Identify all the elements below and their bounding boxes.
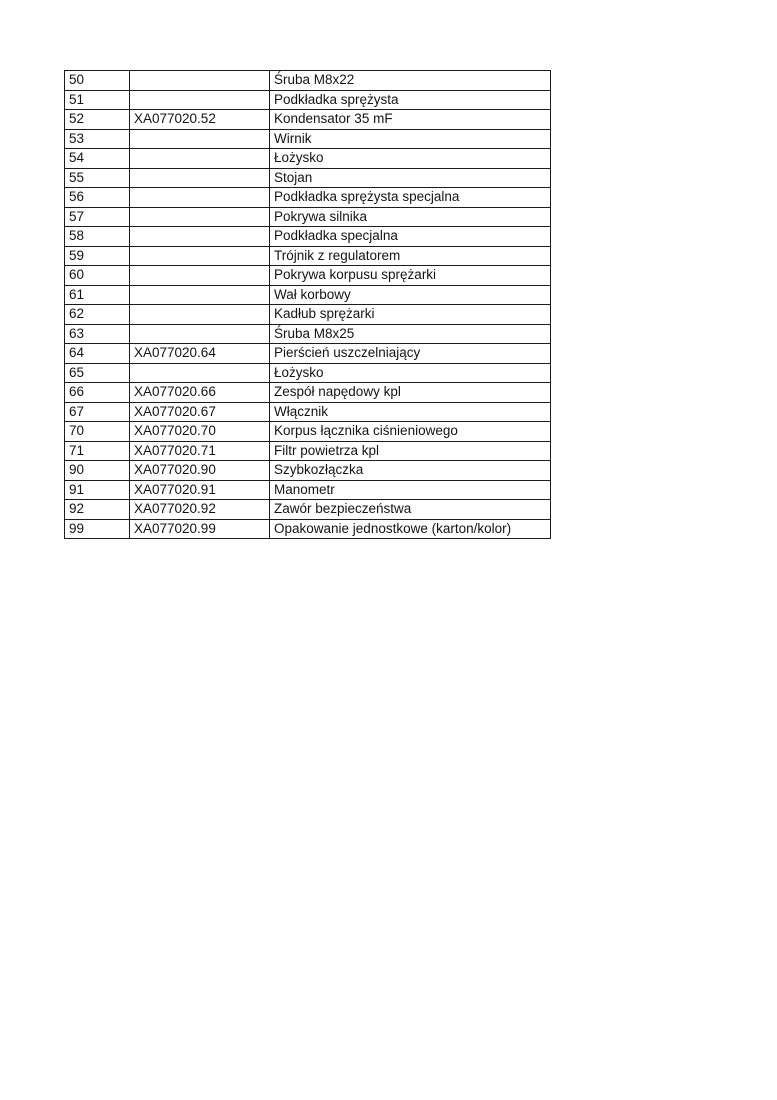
parts-table-body xyxy=(65,71,551,539)
part-code-cell xyxy=(130,305,270,325)
part-description-cell: Kadłub sprężarki xyxy=(270,305,551,325)
item-number-cell: 66 xyxy=(65,383,130,403)
part-code-cell xyxy=(130,266,270,286)
table-row xyxy=(65,480,551,500)
table-row xyxy=(65,344,551,364)
table-row xyxy=(65,461,551,481)
part-description-cell: Śruba M8x25 xyxy=(270,324,551,344)
item-number-cell: 54 xyxy=(65,149,130,169)
part-code-cell: XA077020.64 xyxy=(130,344,270,364)
part-code-cell: XA077020.90 xyxy=(130,461,270,481)
part-description-cell: Stojan xyxy=(270,168,551,188)
part-code-cell xyxy=(130,207,270,227)
part-description-cell: Zawór bezpieczeństwa xyxy=(270,500,551,520)
part-description-cell: Szybkozłączka xyxy=(270,461,551,481)
part-description-cell: Podkładka sprężysta xyxy=(270,90,551,110)
table-row xyxy=(65,324,551,344)
item-number-cell: 71 xyxy=(65,441,130,461)
part-code-cell xyxy=(130,129,270,149)
part-description-cell: Podkładka sprężysta specjalna xyxy=(270,188,551,208)
part-code-cell xyxy=(130,71,270,91)
part-code-cell xyxy=(130,149,270,169)
part-description-cell: Opakowanie jednostkowe (karton/kolor) xyxy=(270,519,551,539)
table-row xyxy=(65,363,551,383)
table-row xyxy=(65,266,551,286)
part-code-cell: XA077020.92 xyxy=(130,500,270,520)
item-number-cell: 59 xyxy=(65,246,130,266)
part-code-cell xyxy=(130,227,270,247)
table-row xyxy=(65,519,551,539)
part-code-cell: XA077020.71 xyxy=(130,441,270,461)
part-description-cell: Łożysko xyxy=(270,363,551,383)
table-row xyxy=(65,422,551,442)
table-row xyxy=(65,383,551,403)
part-code-cell: XA077020.67 xyxy=(130,402,270,422)
part-code-cell: XA077020.99 xyxy=(130,519,270,539)
part-code-cell xyxy=(130,246,270,266)
table-row xyxy=(65,227,551,247)
item-number-cell: 70 xyxy=(65,422,130,442)
part-description-cell: Włącznik xyxy=(270,402,551,422)
part-description-cell: Manometr xyxy=(270,480,551,500)
item-number-cell: 50 xyxy=(65,71,130,91)
part-description-cell: Pierścień uszczelniający xyxy=(270,344,551,364)
table-row xyxy=(65,246,551,266)
part-description-cell: Pokrywa korpusu sprężarki xyxy=(270,266,551,286)
part-code-cell xyxy=(130,168,270,188)
table-row xyxy=(65,402,551,422)
part-description-cell: Podkładka specjalna xyxy=(270,227,551,247)
item-number-cell: 90 xyxy=(65,461,130,481)
item-number-cell: 62 xyxy=(65,305,130,325)
item-number-cell: 60 xyxy=(65,266,130,286)
item-number-cell: 61 xyxy=(65,285,130,305)
table-row xyxy=(65,168,551,188)
table-row xyxy=(65,305,551,325)
item-number-cell: 56 xyxy=(65,188,130,208)
table-row xyxy=(65,500,551,520)
part-description-cell: Wirnik xyxy=(270,129,551,149)
part-description-cell: Kondensator 35 mF xyxy=(270,110,551,130)
parts-table xyxy=(64,70,551,539)
part-code-cell xyxy=(130,363,270,383)
part-code-cell xyxy=(130,188,270,208)
table-row xyxy=(65,149,551,169)
table-row xyxy=(65,129,551,149)
part-code-cell xyxy=(130,285,270,305)
item-number-cell: 52 xyxy=(65,110,130,130)
part-code-cell: XA077020.70 xyxy=(130,422,270,442)
part-code-cell xyxy=(130,90,270,110)
table-row xyxy=(65,110,551,130)
table-row xyxy=(65,188,551,208)
part-code-cell xyxy=(130,324,270,344)
item-number-cell: 57 xyxy=(65,207,130,227)
part-description-cell: Śruba M8x22 xyxy=(270,71,551,91)
part-description-cell: Korpus łącznika ciśnieniowego xyxy=(270,422,551,442)
part-description-cell: Wał korbowy xyxy=(270,285,551,305)
part-description-cell: Zespół napędowy kpl xyxy=(270,383,551,403)
part-description-cell: Pokrywa silnika xyxy=(270,207,551,227)
table-row xyxy=(65,207,551,227)
item-number-cell: 53 xyxy=(65,129,130,149)
item-number-cell: 99 xyxy=(65,519,130,539)
part-code-cell: XA077020.91 xyxy=(130,480,270,500)
part-description-cell: Trójnik z regulatorem xyxy=(270,246,551,266)
part-description-cell: Łożysko xyxy=(270,149,551,169)
table-row xyxy=(65,90,551,110)
item-number-cell: 67 xyxy=(65,402,130,422)
part-code-cell: XA077020.66 xyxy=(130,383,270,403)
item-number-cell: 92 xyxy=(65,500,130,520)
table-row xyxy=(65,285,551,305)
item-number-cell: 91 xyxy=(65,480,130,500)
table-row xyxy=(65,71,551,91)
item-number-cell: 55 xyxy=(65,168,130,188)
item-number-cell: 64 xyxy=(65,344,130,364)
item-number-cell: 63 xyxy=(65,324,130,344)
part-description-cell: Filtr powietrza kpl xyxy=(270,441,551,461)
item-number-cell: 51 xyxy=(65,90,130,110)
item-number-cell: 65 xyxy=(65,363,130,383)
part-code-cell: XA077020.52 xyxy=(130,110,270,130)
item-number-cell: 58 xyxy=(65,227,130,247)
table-row xyxy=(65,441,551,461)
